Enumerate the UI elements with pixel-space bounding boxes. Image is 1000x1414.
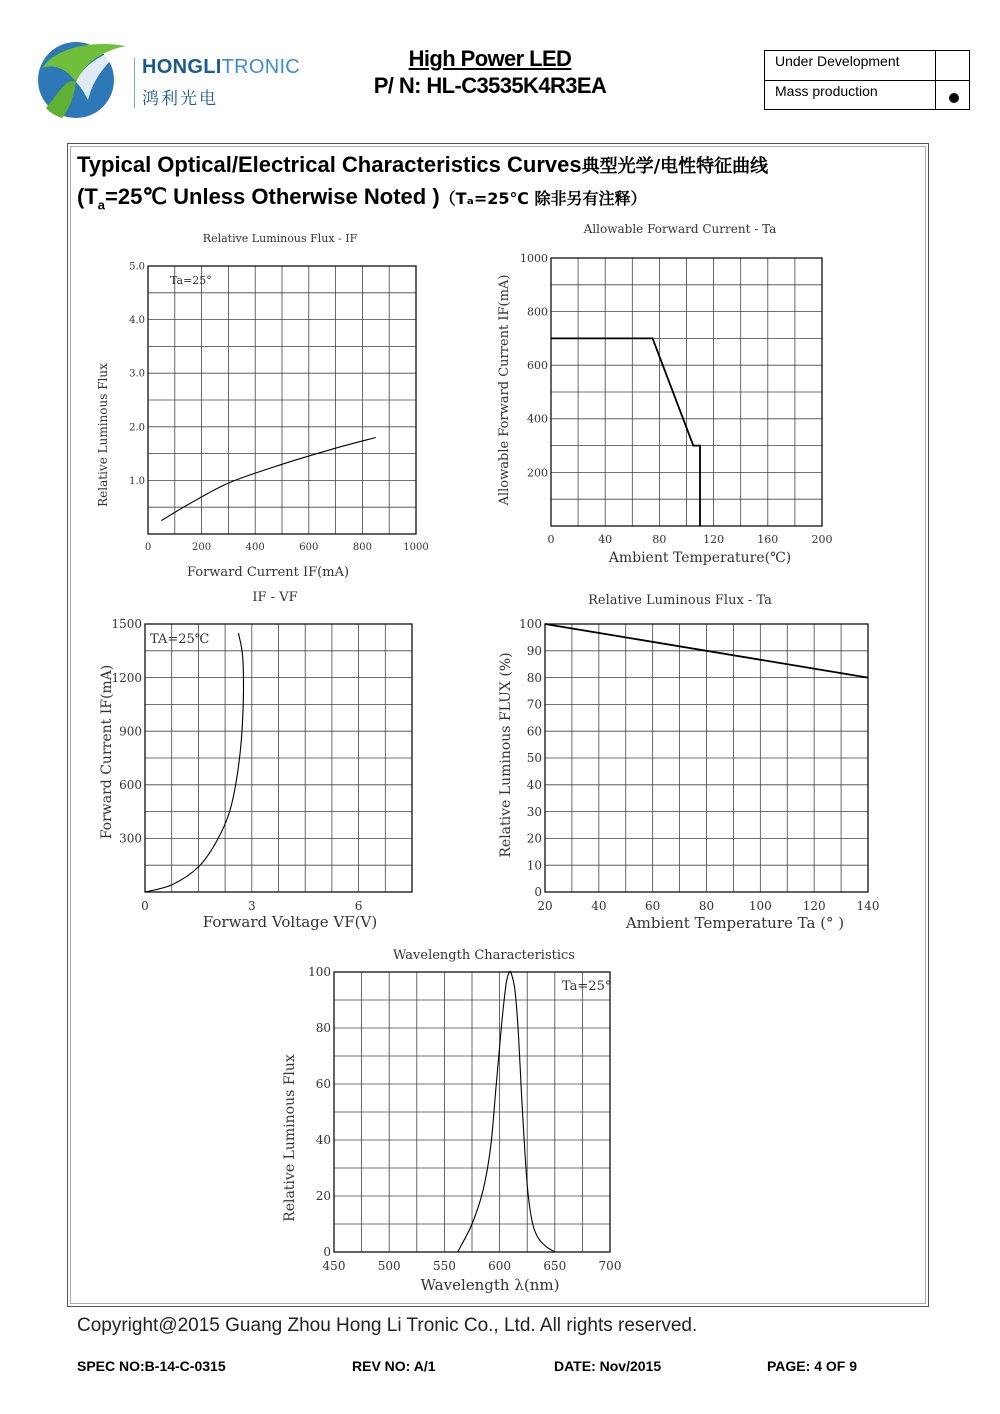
y-axis-label: Relative Luminous Flux xyxy=(282,1054,298,1222)
y-tick-label: 1.0 xyxy=(129,475,145,487)
x-tick-label: 650 xyxy=(543,1259,567,1273)
y-tick-label: 900 xyxy=(119,724,142,739)
y-tick-label: 70 xyxy=(526,697,542,712)
copyright-notice: Copyright@2015 Guang Zhou Hong Li Tronic Co., Ltd. All rights reserved. xyxy=(77,1315,698,1336)
section-title: Typical Optical/Electrical Characteristics Curves典型光学/电性特征曲线 ($T_a=25℃$ Unless Otherwise Noted )（Tₐ=25℃ 除非另有注释） xyxy=(77,152,769,213)
x-tick-label: 200 xyxy=(192,542,212,553)
y-tick-label: 0 xyxy=(534,885,542,900)
y-tick-label: 1200 xyxy=(111,670,142,685)
chart-condition-note: Ta=25° xyxy=(170,274,212,287)
y-axis-label: Allowable Forward Current IF(mA) xyxy=(497,274,512,506)
brand-name: HONGLITRONIC xyxy=(142,56,301,78)
x-tick-label: 600 xyxy=(488,1259,512,1273)
x-axis-label: Forward Voltage VF(V) xyxy=(202,913,378,931)
x-tick-label: 200 xyxy=(811,533,833,546)
section-title-en: Typical Optical/Electrical Characteristics Curves xyxy=(77,152,582,177)
chart-title: Allowable Forward Current - Ta xyxy=(583,222,777,236)
x-tick-label: 450 xyxy=(322,1259,346,1273)
chart-title: Wavelength Characteristics xyxy=(393,948,575,963)
x-tick-label: 0 xyxy=(141,899,149,913)
brand-name-cn: 鸿利光电 xyxy=(142,89,218,109)
x-tick-label: 40 xyxy=(598,533,613,546)
spec-number: SPEC NO:B-14-C-0315 xyxy=(77,1358,226,1374)
x-tick-label: 60 xyxy=(645,899,661,913)
conditions-note-cn: （Tₐ=25℃ 除非另有注释） xyxy=(439,189,647,208)
x-axis-label: Ambient Temperature(℃) xyxy=(608,550,792,566)
x-axis-label: Wavelength λ(nm) xyxy=(420,1276,560,1294)
y-tick-label: 3.0 xyxy=(129,368,145,380)
y-tick-label: 0 xyxy=(323,1245,331,1260)
y-tick-label: 40 xyxy=(526,778,542,792)
x-tick-label: 400 xyxy=(245,542,265,553)
x-tick-label: 160 xyxy=(757,533,779,546)
y-tick-label: 100 xyxy=(308,965,331,980)
chart-title: Relative Luminous Flux - IF xyxy=(202,232,358,245)
x-tick-label: 500 xyxy=(377,1259,401,1273)
part-number: P/ N: HL-C3535K4R3EA xyxy=(373,73,607,98)
y-tick-label: 200 xyxy=(527,466,548,480)
x-tick-label: 120 xyxy=(802,899,826,913)
document-date: DATE: Nov/2015 xyxy=(554,1358,662,1374)
y-tick-label: 2.0 xyxy=(129,422,145,434)
y-tick-label: 5.0 xyxy=(129,261,145,273)
x-axis-label: Forward Current IF(mA) xyxy=(186,565,350,580)
y-tick-label: 80 xyxy=(315,1021,331,1036)
x-tick-label: 0 xyxy=(547,533,555,546)
x-tick-label: 6 xyxy=(354,899,363,913)
x-tick-label: 100 xyxy=(748,899,772,913)
y-tick-label: 60 xyxy=(315,1077,331,1092)
chart-title: Relative Luminous Flux - Ta xyxy=(588,593,772,608)
x-tick-label: 800 xyxy=(352,542,372,553)
page-number: PAGE: 4 OF 9 xyxy=(767,1358,857,1374)
revision-number: REV NO: A/1 xyxy=(352,1358,436,1374)
x-tick-label: 600 xyxy=(299,542,319,553)
y-tick-label: 600 xyxy=(119,778,142,792)
y-axis-label: Relative Luminous Flux xyxy=(96,363,110,507)
y-axis-label: Forward Current IF(mA) xyxy=(99,664,115,840)
y-tick-label: 1500 xyxy=(111,617,142,632)
status-label: Under Development xyxy=(775,53,900,69)
x-tick-label: 120 xyxy=(703,533,725,546)
y-tick-label: 30 xyxy=(526,804,542,819)
section-title-cn: 典型光学/电性特征曲线 xyxy=(581,156,769,177)
y-tick-label: 300 xyxy=(119,831,142,846)
x-tick-label: 40 xyxy=(591,899,607,913)
y-tick-label: 600 xyxy=(527,359,548,373)
y-tick-label: 4.0 xyxy=(129,315,145,327)
x-tick-label: 700 xyxy=(598,1259,622,1273)
chart-title: IF - VF xyxy=(252,590,298,605)
y-tick-label: 400 xyxy=(527,412,548,426)
y-tick-label: 800 xyxy=(527,305,548,319)
chart-condition-note: TA=25℃ xyxy=(150,632,210,647)
y-tick-label: 50 xyxy=(526,751,542,766)
y-tick-label: 60 xyxy=(526,724,542,739)
y-tick-label: 40 xyxy=(315,1133,331,1148)
y-tick-label: 90 xyxy=(526,644,542,658)
x-tick-label: 0 xyxy=(144,542,152,553)
y-tick-label: 20 xyxy=(526,831,542,846)
x-tick-label: 1000 xyxy=(403,542,429,553)
status-label: Mass production xyxy=(775,83,878,99)
y-tick-label: 80 xyxy=(526,670,542,685)
x-tick-label: 550 xyxy=(432,1259,456,1273)
x-tick-label: 140 xyxy=(856,899,880,913)
y-tick-label: 1000 xyxy=(520,251,548,265)
product-type: High Power LED xyxy=(408,46,572,71)
conditions-note: =25℃ Unless Otherwise Noted ) xyxy=(105,184,440,209)
y-tick-label: 10 xyxy=(526,858,542,873)
x-tick-label: 80 xyxy=(652,533,667,546)
x-tick-label: 80 xyxy=(698,899,715,913)
y-axis-label: Relative Luminous FLUX (%) xyxy=(498,652,514,858)
x-axis-label: Ambient Temperature Ta (° ) xyxy=(625,914,845,932)
chart-condition-note: Ta=25° xyxy=(562,979,612,994)
y-tick-label: 100 xyxy=(519,617,542,632)
x-tick-label: 20 xyxy=(537,899,553,913)
x-tick-label: 3 xyxy=(247,899,256,913)
y-tick-label: 20 xyxy=(315,1189,331,1204)
